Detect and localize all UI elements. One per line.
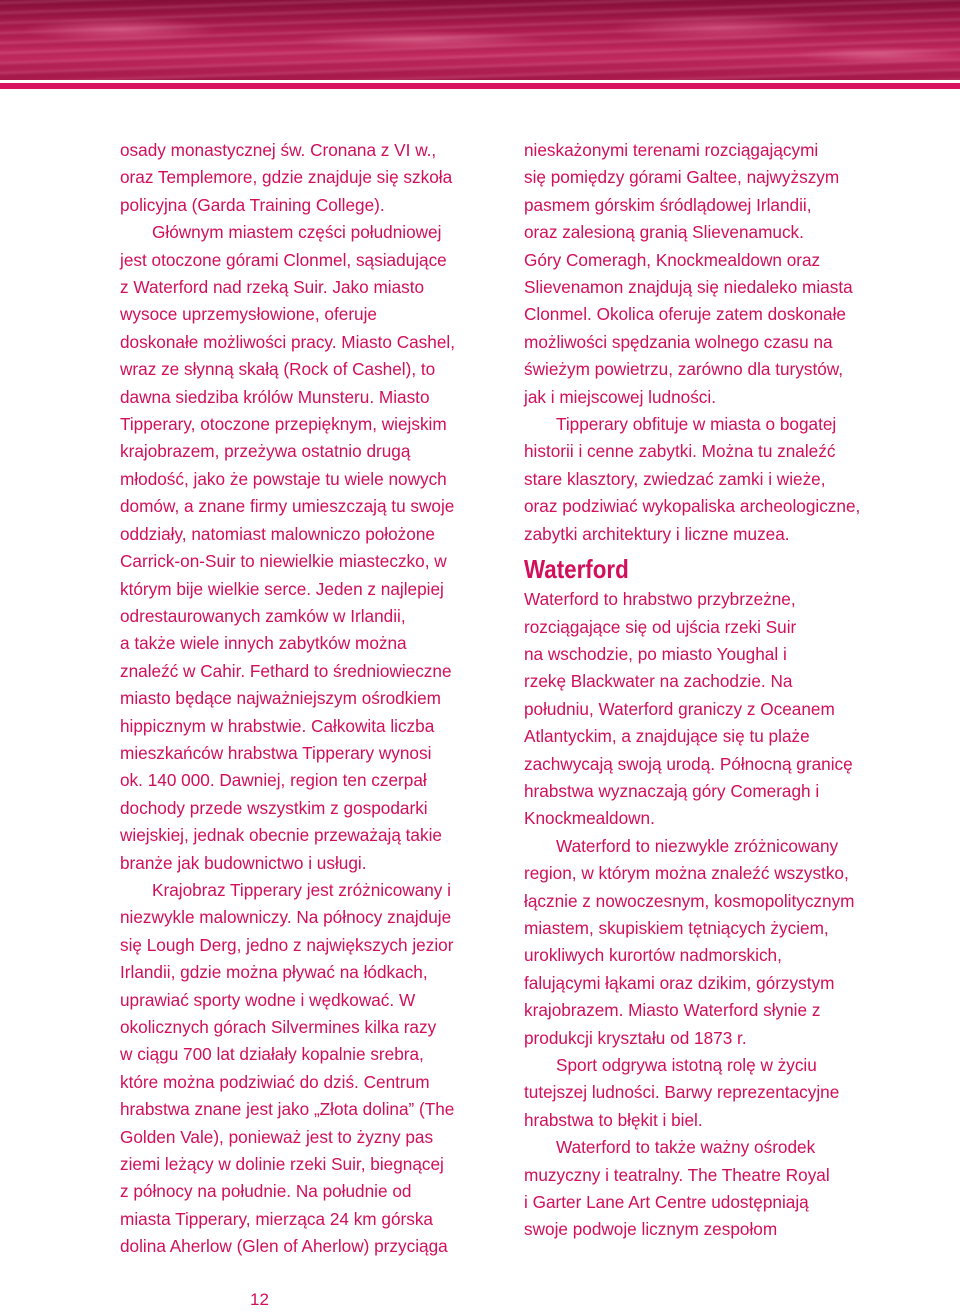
- paragraph: Głównym miastem części południowej jest otoczone górami Clonmel, sąsiadujące z Waterford nad rzeką Suir. Jako miasto wysoce uprzemysłowione, oferuje doskonałe możliwości pracy. Miasto Cashel, wraz ze słynną skałą (Rock of Cashel), to dawna siedziba królów Munsteru. Miasto Tipperary, otoczone przepięknym, wiejskim krajobrazem, przeżywa ostatnio drugą młodość, jako że powstaje tu wiele nowych domów, a znane firmy umieszczają tu swoje oddziały, natomiast malowniczo położone Carrick-on-Suir to niewielkie miasteczko, w którym bije wielkie serce. Jeden z najlepiej odrestaurowanych zamków w Irlandii, a także wiele innych zabytków można znaleźć w Cahir. Fethard to średniowieczne miasto będące najważniejszym ośrodkiem hippicznym w hrabstwie. Całkowita liczba mieszkańców hrabstwa Tipperary wynosi ok. 140 000. Dawniej, region ten czerpał dochody przede wszystkim z gospodarki wiejskiej, jednak obecnie przeważają takie branże jak budownictwo i usługi.: [120, 222, 455, 873]
- section-heading-waterford: Waterford: [524, 554, 629, 585]
- paragraph: nieskażonymi terenami rozciągającymi się pomiędzy górami Galtee, najwyższym pasmem górskim śródlądowej Irlandii, oraz zalesioną granią Slievenamuck. Góry Comeragh, Knockmealdown oraz Slievenamon znajdują się niedaleko miasta Clonmel. Okolica oferuje zatem doskonałe możliwości spędzania wolnego czasu na świeżym powietrzu, zarówno dla turystów, jak i miejscowej ludności.: [524, 140, 853, 407]
- paragraph: Krajobraz Tipperary jest zróżnicowany i niezwykle malowniczy. Na północy znajduje się Lough Derg, jedno z największych jezior Irlandii, gdzie można pływać na łódkach, uprawiać sporty wodne i wędkować. W okolicznych górach Silvermines kilka razy w ciągu 700 lat działały kopalnie srebra, które można podziwiać do dziś. Centrum hrabstwa znane jest jako „Złota dolina” (The Golden Vale), ponieważ jest to żyzny pas ziemi leżący w dolinie rzeki Suir, biegnącej z północy na południe. Na południe od miasta Tipperary, mierząca 24 km górska dolina Aherlow (Glen of Aherlow) przyciąga: [120, 879, 455, 1257]
- paragraph: osady monastycznej św. Cronana z VI w., oraz Templemore, gdzie znajduje się szkoła policyjna (Garda Training College).: [120, 140, 453, 215]
- header-banner-image: [0, 0, 960, 80]
- left-text-column: [120, 137, 520, 1261]
- paragraph: Waterford to hrabstwo przybrzeżne, rozciągające się od ujścia rzeki Suir na wschodzie, po miasto Youghal i rzekę Blackwater na zachodzie. Na południu, Waterford graniczy z Oceanem Atlantyckim, a znajdujące się tu plaże zachwycają swoją urodą. Północną granicę hrabstwa wyznaczają góry Comeragh i Knockmealdown.: [524, 589, 853, 829]
- paragraph: Sport odgrywa istotną rolę w życiu tutejszej ludności. Barwy reprezentacyjne hrabstwa to błękit i biel.: [524, 1055, 840, 1130]
- paragraph: Waterford to niezwykle zróżnicowany region, w którym można znaleźć wszystko, łącznie z nowoczesnym, kosmopolitycznym miastem, skupiskiem tętniących życiem, urokliwych kurortów nadmorskich, falującymi łąkami oraz dzikim, górzystym krajobrazem. Miasto Waterford słynie z produkcji kryształu od 1873 r.: [524, 835, 855, 1048]
- header-accent-rule: [0, 83, 960, 89]
- paragraph: Waterford to także ważny ośrodek muzyczny i teatralny. The Theatre Royal i Garter Lane Art Centre udostępniają swoje podwoje licznym zespołom: [524, 1137, 830, 1240]
- page-number: 12: [250, 1290, 269, 1309]
- right-text-column: [524, 137, 924, 1244]
- paragraph: Tipperary obfituje w miasta o bogatej historii i cenne zabytki. Można tu znaleźć stare klasztory, zwiedzać zamki i wieże, oraz podziwiać wykopaliska archeologiczne, zabytki architektury i liczne muzea.: [524, 414, 861, 544]
